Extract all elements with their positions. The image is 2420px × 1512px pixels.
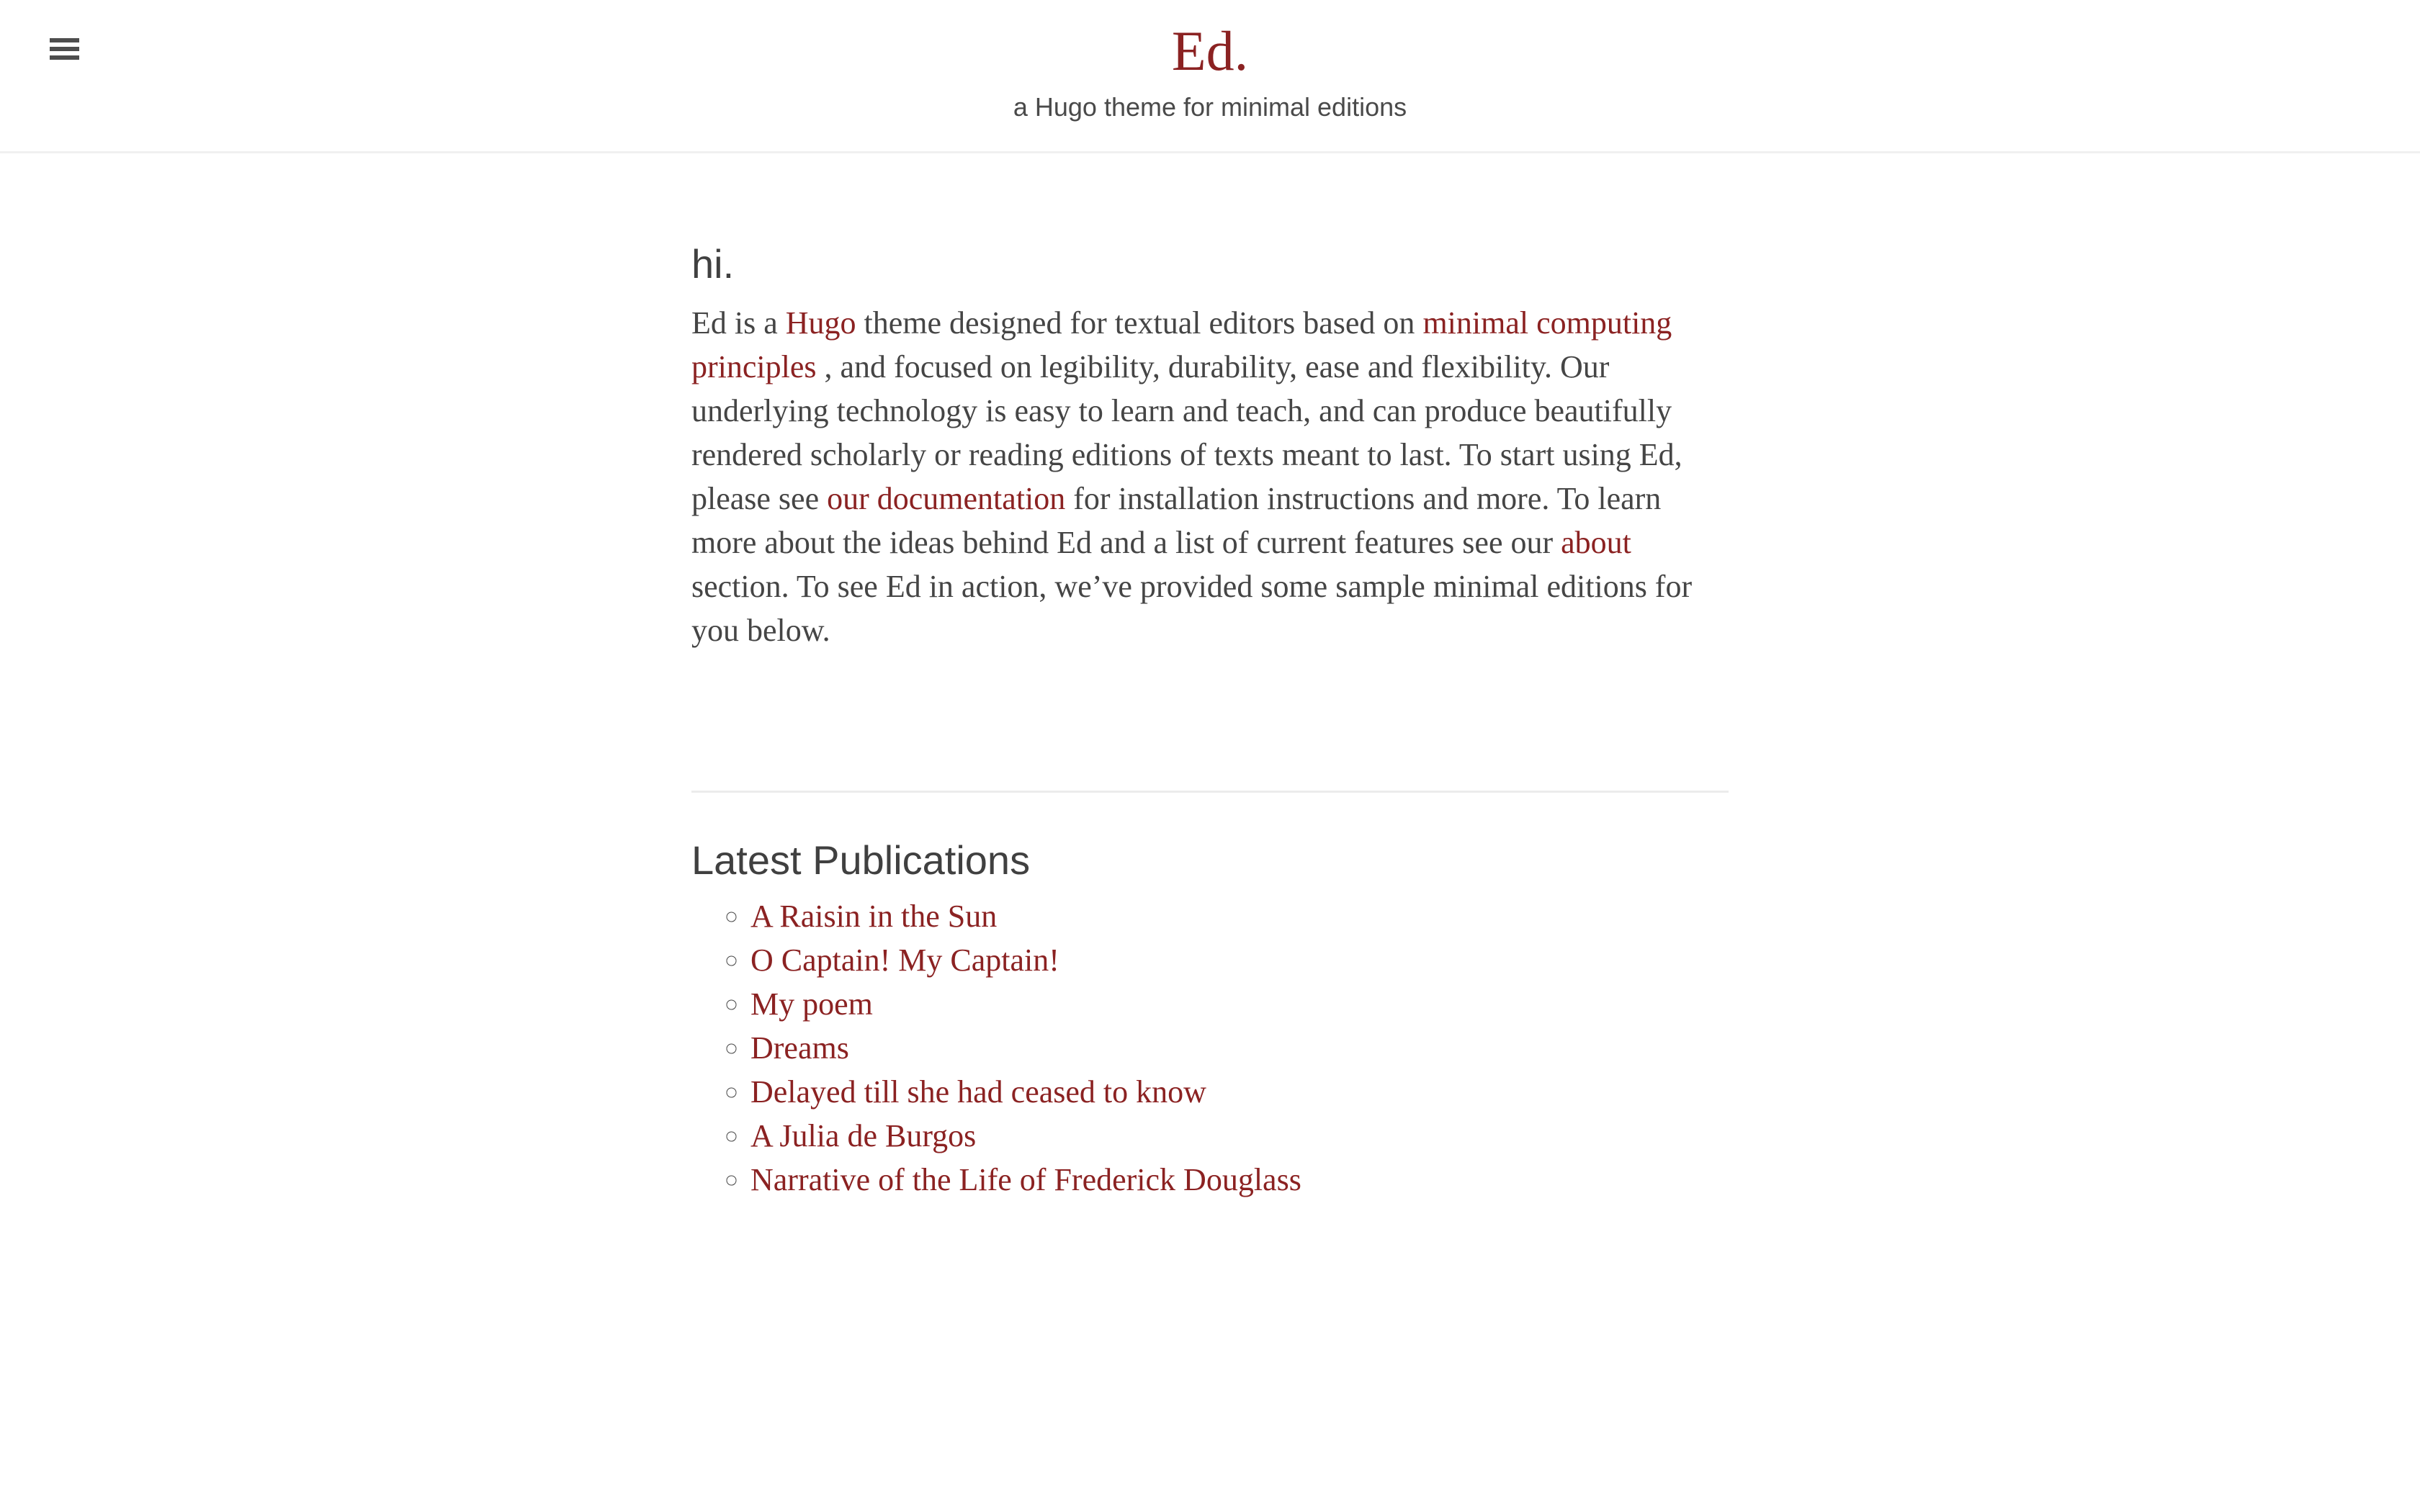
intro-link[interactable]: Hugo [785, 305, 856, 341]
intro-text: for installation instructions and more. To learn more about the ideas behind Ed and a list of current features see our [691, 481, 1662, 561]
publication-link[interactable]: Narrative of the Life of Frederick Douglass [750, 1162, 1301, 1198]
intro-text: Ed is a [691, 305, 786, 341]
publication-item [750, 1114, 1729, 1158]
publication-link[interactable]: A Julia de Burgos [750, 1118, 977, 1154]
publication-item [750, 894, 1729, 938]
publication-link[interactable]: O Captain! My Captain! [750, 942, 1059, 978]
publication-item [750, 982, 1729, 1026]
intro-paragraph [691, 301, 1729, 652]
publication-item [750, 1026, 1729, 1070]
intro-text: theme designed for textual editors based on [856, 305, 1423, 341]
site-title [0, 0, 2420, 82]
main-content [691, 153, 1729, 1202]
publication-link[interactable]: Dreams [750, 1030, 849, 1066]
content-column [691, 153, 1729, 1202]
hamburger-icon [50, 38, 79, 42]
page-title: hi. [691, 241, 735, 287]
section-divider [691, 791, 1729, 793]
publication-link[interactable]: My poem [750, 986, 873, 1022]
site-subtitle: a Hugo theme for minimal editions [1013, 92, 1407, 122]
publication-item [750, 1158, 1729, 1202]
intro-link[interactable]: our documentation [827, 481, 1066, 517]
intro-text: section. To see Ed in action, we’ve provided some sample minimal editions for you below. [691, 569, 1693, 649]
publications-list [691, 894, 1729, 1202]
latest-publications-heading: Latest Publications [691, 837, 1031, 883]
publication-link[interactable]: A Raisin in the Sun [750, 899, 998, 935]
publication-item [750, 1070, 1729, 1114]
menu-button[interactable] [50, 38, 79, 60]
site-header [0, 0, 2420, 153]
intro-text: , and focused on legibility, durability, ease and flexibility. Our underlying technology is easy to learn and teach, and can produce beautifully rendered scholarly or reading editions of texts meant to last. To start using Ed, please see [691, 349, 1682, 517]
publication-item [750, 938, 1729, 982]
intro-link[interactable]: minimal computing principles [691, 305, 1672, 385]
intro-link[interactable]: about [1561, 525, 1631, 561]
site-title-link[interactable]: Ed. [1171, 19, 1249, 82]
publication-link[interactable]: Delayed till she had ceased to know [750, 1074, 1206, 1110]
